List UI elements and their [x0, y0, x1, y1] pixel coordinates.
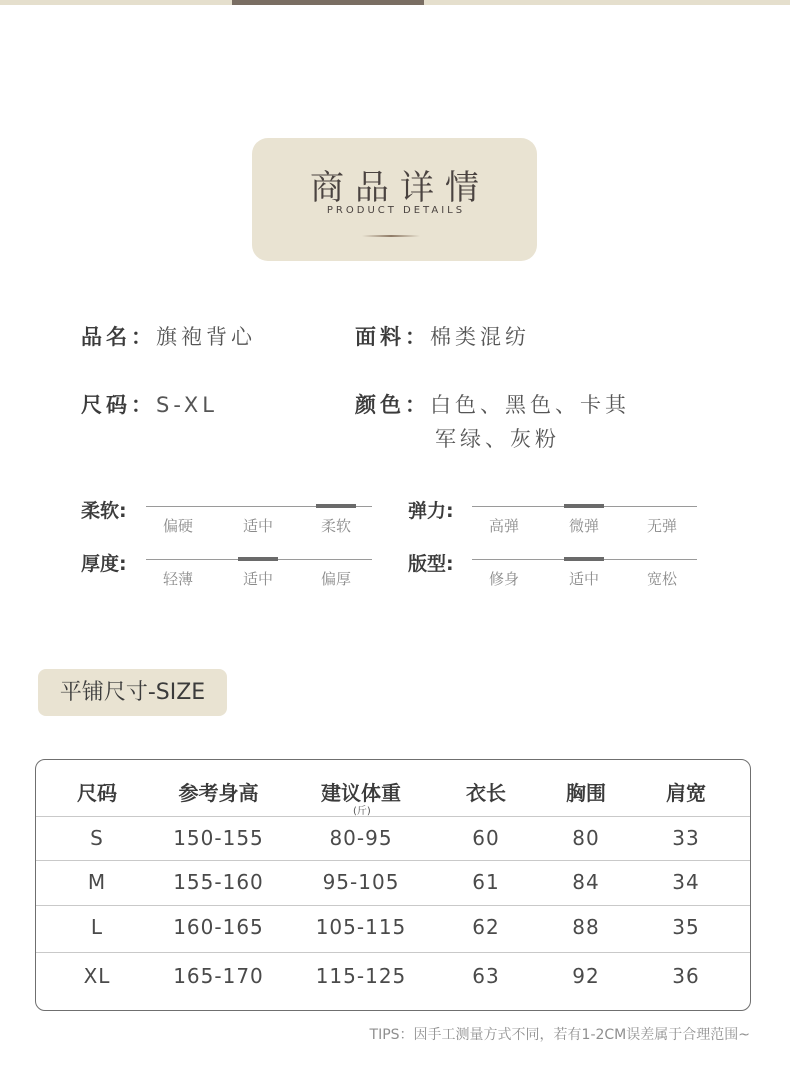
measurement-tips: TIPS：因手工测量方式不同，若有1-2CM误差属于合理范围~ [369, 1027, 750, 1043]
size-table [35, 759, 751, 1011]
table-cell: 80-95 [329, 826, 393, 850]
table-row [36, 816, 750, 861]
scale-option: 柔软 [320, 517, 351, 535]
table-cell: XL [83, 964, 111, 988]
table-cell: L [90, 915, 104, 939]
scale-option: 轻薄 [162, 570, 193, 588]
fabric-value: 棉类混纺 [430, 325, 530, 349]
table-row [36, 905, 750, 953]
scale-label: 柔软: [81, 500, 127, 522]
size-label: 尺码： [81, 393, 156, 417]
product-photo-edge [232, 0, 424, 5]
size-section-title: 平铺尺寸-SIZE [38, 669, 227, 716]
title-divider [362, 235, 420, 237]
scale-selected-marker [238, 557, 278, 561]
table-cell: 88 [572, 915, 600, 939]
scale-option: 适中 [568, 570, 599, 588]
scale-selected-marker [564, 504, 604, 508]
header-chest: 胸围 [566, 781, 606, 805]
table-cell: 34 [672, 870, 700, 894]
scale-option: 微弹 [568, 517, 599, 535]
info-size [81, 389, 218, 419]
scale-option: 偏硬 [162, 517, 193, 535]
info-name [81, 321, 256, 351]
table-cell: 33 [672, 826, 700, 850]
table-cell: S [90, 826, 104, 850]
table-cell: 155-160 [173, 870, 264, 894]
scale-label: 弹力: [408, 500, 454, 522]
name-label: 品名： [81, 325, 156, 349]
table-cell: 60 [472, 826, 500, 850]
table-row [36, 952, 750, 1010]
table-cell: 150-155 [173, 826, 264, 850]
table-cell: 92 [572, 964, 600, 988]
table-cell: 63 [472, 964, 500, 988]
scale-option: 适中 [242, 517, 273, 535]
header-height: 参考身高 [178, 781, 259, 805]
header-size: 尺码 [77, 781, 117, 805]
table-header-row [36, 760, 750, 817]
size-value: S-XL [156, 393, 218, 417]
info-color-cont [435, 423, 560, 453]
scale-option: 高弹 [488, 517, 519, 535]
page-subtitle: PRODUCT DETAILS [326, 205, 466, 216]
name-value: 旗袍背心 [156, 325, 256, 349]
scale-label: 厚度: [81, 553, 127, 575]
header-weight: 建议体重 [321, 781, 401, 805]
color-value-line1: 白色、黑色、卡其 [430, 393, 630, 417]
weight-unit: (斤) [353, 806, 371, 817]
scale-option: 宽松 [646, 570, 677, 588]
product-details-badge [252, 138, 537, 261]
page-title: 商品详情 [310, 168, 490, 208]
table-row [36, 860, 750, 906]
fabric-label: 面料： [355, 325, 430, 349]
scale-option: 修身 [488, 570, 519, 588]
info-color [355, 389, 630, 419]
table-cell: 84 [572, 870, 600, 894]
scale-option: 无弹 [646, 517, 677, 535]
table-cell: 35 [672, 915, 700, 939]
table-cell: 115-125 [315, 964, 407, 988]
table-cell: 95-105 [322, 870, 400, 894]
table-cell: 165-170 [173, 964, 264, 988]
table-cell: 105-115 [315, 915, 407, 939]
table-cell: M [87, 870, 107, 894]
scale-option: 偏厚 [320, 570, 351, 588]
color-label: 颜色： [355, 393, 430, 417]
table-cell: 160-165 [173, 915, 264, 939]
scale-label: 版型: [408, 553, 454, 575]
table-cell: 61 [472, 870, 500, 894]
table-cell: 62 [472, 915, 500, 939]
color-value-line2: 军绿、灰粉 [435, 427, 560, 451]
scale-selected-marker [564, 557, 604, 561]
scale-selected-marker [316, 504, 356, 508]
header-shoulder: 肩宽 [666, 781, 706, 805]
info-fabric [355, 321, 530, 351]
scale-option: 适中 [242, 570, 273, 588]
table-cell: 36 [672, 964, 700, 988]
header-length: 衣长 [466, 781, 506, 805]
table-cell: 80 [572, 826, 600, 850]
